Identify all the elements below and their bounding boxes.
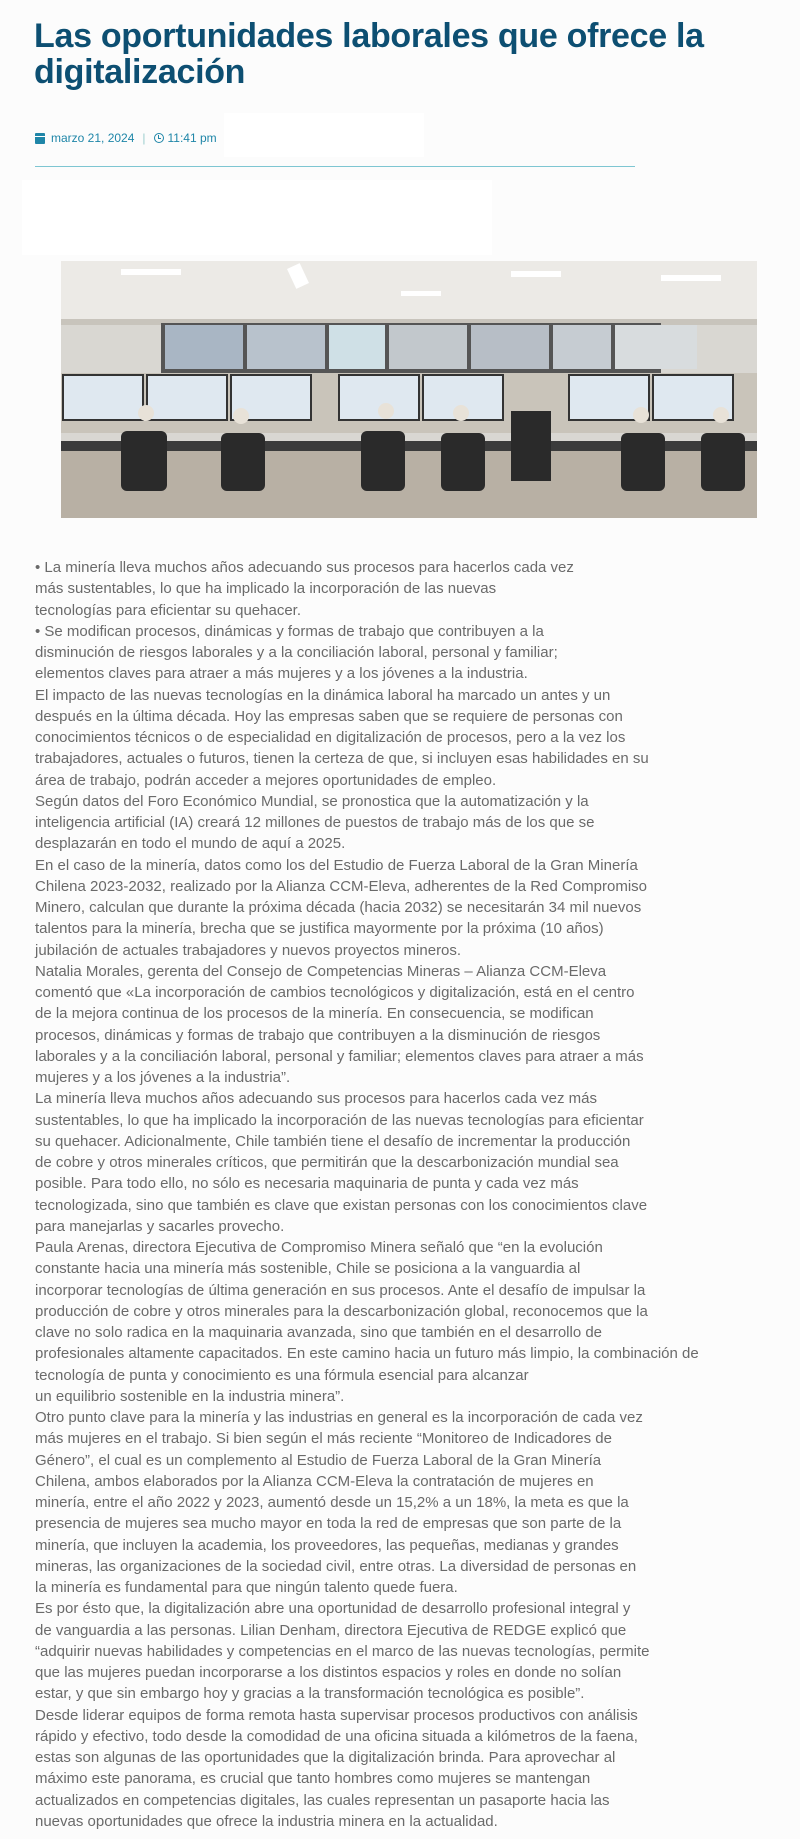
body-text-line: después en la última década. Hoy las empresas saben que se requiere de personas con — [35, 707, 623, 725]
post-meta — [35, 131, 217, 145]
body-text-line: de la mejora continua de los procesos de la minería. En consecuencia, se modifican — [35, 1005, 594, 1023]
body-text-line: disminución de riesgos laborales y a la conciliación laboral, personal y familiar; — [35, 644, 558, 661]
body-text-line: constante hacia una minería más sostenible, Chile se posiciona a la vanguardia al — [35, 1260, 581, 1278]
body-text-line: estas son algunas de las oportunidades que la digitalización brinda. Para aprovechar al — [35, 1749, 616, 1766]
body-text-line: Desde liderar equipos de forma remota hasta supervisar procesos productivos con análisis — [35, 1706, 638, 1724]
body-text-line: procesos, dinámicas y formas de trabajo que contribuyen a la disminución de riesgos — [35, 1026, 601, 1044]
body-text-line: posible. Para todo ello, no sólo es necesaria maquinaria de punta y cada vez más — [35, 1175, 579, 1193]
body-text-line: de cobre y otros minerales críticos, que permitirán que la descarbonización mundial sea — [35, 1154, 619, 1171]
post-date[interactable]: marzo 21, 2024 — [51, 131, 135, 145]
body-text-line: Es por ésto que, la digitalización abre una oportunidad de desarrollo profesional integral y — [35, 1600, 631, 1618]
body-text-line: un equilibrio sostenible en la industria minera”. — [35, 1387, 345, 1405]
body-text-line: la minería es fundamental para que ningún talento quede fuera. — [35, 1579, 458, 1596]
body-text-line: “adquirir nuevas habilidades y competencias en el marco de las nuevas tecnologías, permite — [35, 1642, 650, 1660]
article-title: Las oportunidades laborales que ofrece la digitalización — [34, 17, 704, 91]
body-text-line: comentó que «La incorporación de cambios tecnológicos y digitalización, está en el centro — [35, 984, 635, 1001]
body-text-line: laborales y a la conciliación laboral, personal y familiar; elementos claves para atraer a más — [35, 1047, 644, 1065]
body-text-line: tecnologizada, sino que también es clave que existan personas con los conocimientos clave — [35, 1196, 648, 1214]
body-text-line: tecnologías para eficientar su quehacer. — [35, 601, 302, 619]
body-text-line: Otro punto clave para la minería y las industrias en general es la incorporación de cada vez — [35, 1409, 643, 1426]
body-text-line: más sustentables, lo que ha implicado la incorporación de las nuevas — [35, 580, 497, 598]
body-text-line: estar, y que sin embargo hoy y gracias a la transformación tecnológica es posible”. — [35, 1685, 585, 1703]
body-text-line: minería, entre el año 2022 y 2023, aumentó desde un 15,2% a un 18%, la meta es que la — [35, 1494, 629, 1511]
body-text-line: Chilena, ambos elaborados por la Alianza CCM-Eleva la contratación de mujeres en — [35, 1472, 594, 1490]
body-text-line: rápido y efectivo, todo desde la comodidad de una oficina situada a kilómetros de la faena, — [35, 1727, 638, 1745]
body-text-line: Género”, el cual es un complemento al Estudio de Fuerza Laboral de la Gran Minería — [35, 1451, 602, 1469]
body-text-line: Según datos del Foro Económico Mundial, se pronostica que la automatización y la — [35, 792, 589, 810]
body-text-line: clave no solo radica en la maquinaria avanzada, sino que también en el desarrollo de — [35, 1324, 603, 1341]
body-text-line: El impacto de las nuevas tecnologías en la dinámica laboral ha marcado un antes y un — [35, 686, 611, 704]
body-text-line: tecnología de punta y conocimiento es una fórmula esencial para alcanzar — [35, 1366, 529, 1384]
body-text-line: talentos para la minería, brecha que se justifica mayormente por la próxima (10 años) — [35, 920, 604, 938]
body-text-line: para manejarlas y sacarles provecho. — [35, 1217, 285, 1235]
body-text-line: profesionales altamente capacitados. En este camino hacia un futuro más limpio, la combinación de — [35, 1345, 699, 1363]
body-text-line: minería, que incluyen la academia, los proveedores, las pequeñas, medianas y grandes — [35, 1536, 619, 1554]
calendar-icon — [35, 133, 45, 144]
body-text-line: • La minería lleva muchos años adecuando sus procesos para hacerlos cada vez — [35, 559, 574, 576]
body-text-line: de vanguardia a las personas. Lilian Denham, directora Ejecutiva de REDGE explicó que — [35, 1621, 627, 1639]
divider — [35, 166, 635, 167]
body-text-line: Paula Arenas, directora Ejecutiva de Compromiso Minera señaló que “en la evolución — [35, 1239, 603, 1256]
body-text-line: su quehacer. Adicionalmente, Chile también tiene el desafío de incrementar la producción — [35, 1132, 631, 1150]
body-text-line: • Se modifican procesos, dinámicas y formas de trabajo que contribuyen a la — [35, 622, 544, 640]
body-text-line: incorporar tecnologías de última generación en sus procesos. Ante el desafío de impulsar la — [35, 1281, 646, 1299]
clock-icon — [154, 133, 164, 143]
body-text-line: sustentables, lo que ha implicado la incorporación de las nuevas tecnologías para eficientar — [35, 1111, 644, 1129]
body-text-line: elementos claves para atraer a más mujeres y a los jóvenes a la industria. — [35, 665, 528, 683]
body-text-line: área de trabajo, podrán acceder a mejores oportunidades de empleo. — [35, 771, 497, 789]
body-text-line: mujeres y a los jóvenes a la industria”. — [35, 1069, 291, 1086]
meta-separator: | — [142, 131, 146, 145]
body-text-line: actualizados en competencias digitales, las cuales representan un pasaporte hacia las — [35, 1791, 610, 1809]
blank-placeholder — [224, 113, 424, 157]
body-text-line: que las mujeres puedan incorporarse a los distintos espacios y roles en donde no solían — [35, 1664, 622, 1681]
body-text-line: presencia de mujeres sea mucho mayor en toda la red de empresas que son parte de la — [35, 1515, 622, 1533]
post-time: 11:41 pm — [167, 131, 217, 145]
body-text-line: inteligencia artificial (IA) creará 12 millones de puestos de trabajo más de los que se — [35, 814, 595, 831]
article-body — [35, 557, 795, 1832]
body-text-line: más mujeres en el trabajo. Si bien según el más reciente “Monitoreo de Indicadores de — [35, 1430, 612, 1448]
body-text-line: conocimientos técnicos o de especialidad en digitalización de procesos, pero a la vez los — [35, 729, 626, 746]
body-text-line: Natalia Morales, gerenta del Consejo de Competencias Mineras – Alianza CCM-Eleva — [35, 962, 607, 980]
body-text-line: producción de cobre y otros minerales para la descarbonización global, reconocemos que la — [35, 1302, 648, 1320]
body-text-line: En el caso de la minería, datos como los del Estudio de Fuerza Laboral de la Gran Minería — [35, 856, 638, 874]
body-text-line: La minería lleva muchos años adecuando sus procesos para hacerlos cada vez más — [35, 1090, 597, 1108]
control-room-photo — [61, 261, 757, 518]
body-text-line: trabajadores, actuales o futuros, tienen la certeza de que, si incluyen esas habilidades en su — [35, 750, 649, 768]
body-text-line: máximo este panorama, es crucial que tanto hombres como mujeres se mantengan — [35, 1770, 591, 1788]
body-text-line: Chilena 2023-2032, realizado por la Alianza CCM-Eleva, adherentes de la Red Compromiso — [35, 877, 648, 895]
body-text-line: desplazarán en todo el mundo de aquí a 2025. — [35, 835, 346, 853]
body-text-line: jubilación de actuales trabajadores y nuevos proyectos mineros. — [35, 941, 462, 959]
body-text-line: nuevas oportunidades que ofrece la industria minera en la actualidad. — [35, 1812, 498, 1830]
body-text-line: Minero, calculan que durante la próxima década (hacia 2032) se necesitarán 34 mil nuevos — [35, 899, 642, 916]
blank-ad-placeholder — [22, 180, 492, 255]
body-text-line: mineras, las organizaciones de la sociedad civil, entre otras. La diversidad de personas en — [35, 1557, 637, 1575]
